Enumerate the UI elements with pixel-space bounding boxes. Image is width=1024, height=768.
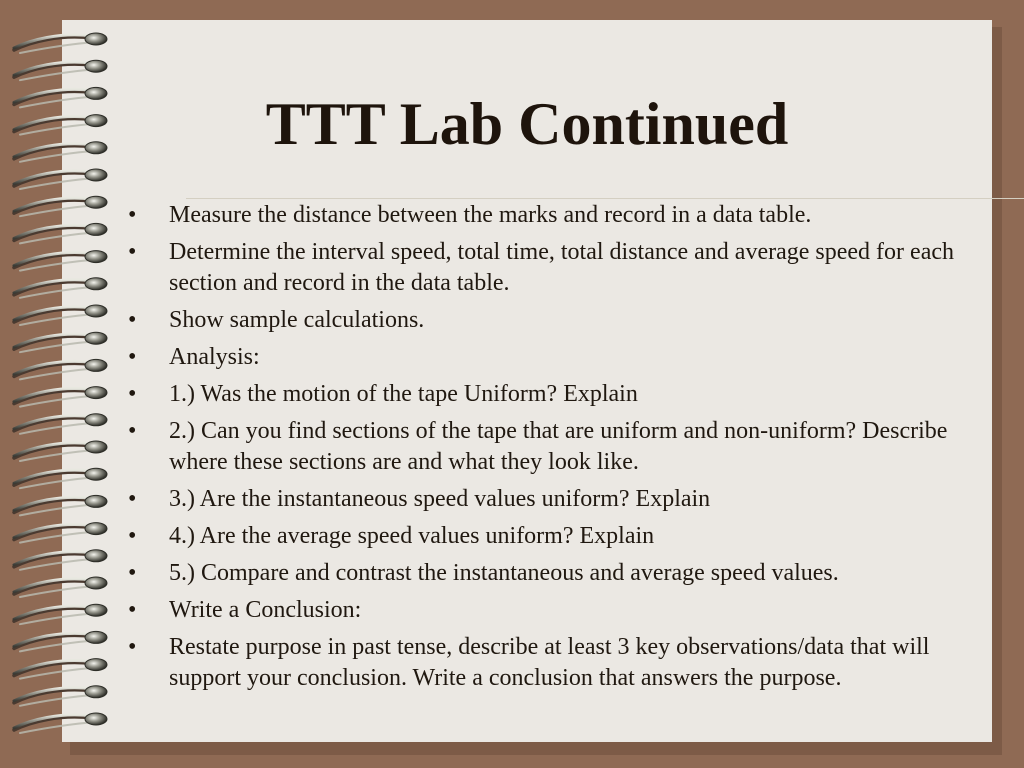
bullet-item — [124, 558, 976, 589]
spiral-coil — [14, 169, 107, 189]
bullet-item — [124, 595, 976, 626]
bullet-text: Measure the distance between the marks and record in a data table. — [169, 202, 812, 228]
bullet-text: 1.) Was the motion of the tape Uniform? Explain — [169, 381, 638, 407]
spiral-coil — [14, 495, 107, 515]
bullet-item — [124, 342, 976, 373]
bullet-text: Show sample calculations. — [169, 307, 425, 333]
bullet-item — [124, 200, 976, 231]
bullet-text: 2.) Can you find sections of the tape that are uniform and non-uniform? Describe where these sections are and what they look like. — [169, 418, 948, 475]
bullet-text: Restate purpose in past tense, describe at least 3 key observations/data that will support your conclusion. Write a conclusion that answers the purpose. — [169, 634, 930, 691]
spiral-coil — [14, 414, 107, 434]
spiral-coil — [14, 359, 107, 379]
spiral-coil — [14, 604, 107, 624]
bullet-text: 4.) Are the average speed values uniform? Explain — [169, 523, 655, 549]
spiral-coil — [14, 142, 107, 162]
spiral-coil — [14, 686, 107, 706]
bullet-text: Determine the interval speed, total time, total distance and average speed for each section and record in the data table. — [169, 239, 954, 296]
title-divider — [186, 198, 1024, 199]
spiral-coil — [14, 278, 107, 298]
bullet-item — [124, 521, 976, 552]
bullet-item — [124, 237, 976, 299]
bullet-item — [124, 632, 976, 694]
bullet-dot-icon: • — [128, 202, 137, 228]
spiral-coil — [14, 305, 107, 325]
spiral-coil — [14, 713, 107, 733]
spiral-coil — [14, 441, 107, 461]
bullet-dot-icon: • — [128, 307, 137, 333]
spiral-coil — [14, 251, 107, 271]
spiral-coil — [14, 577, 107, 597]
spiral-coil — [14, 468, 107, 488]
bullet-text: Write a Conclusion: — [169, 597, 362, 623]
bullet-dot-icon: • — [128, 418, 137, 444]
spiral-coil — [14, 387, 107, 407]
bullet-text: Analysis: — [169, 344, 260, 370]
spiral-coil — [14, 659, 107, 679]
bullet-item — [124, 416, 976, 478]
spiral-coil — [14, 550, 107, 570]
spiral-coil — [14, 196, 107, 216]
spiral-coil — [14, 115, 107, 135]
spiral-coil — [14, 332, 107, 352]
bullet-text: 3.) Are the instantaneous speed values uniform? Explain — [169, 486, 711, 512]
spiral-coil — [14, 631, 107, 651]
spiral-binding-icon — [0, 0, 120, 768]
bullet-item — [124, 484, 976, 515]
bullet-dot-icon: • — [128, 597, 137, 623]
bullet-item — [124, 379, 976, 410]
spiral-coil — [14, 33, 107, 53]
slide-title: TTT Lab Continued — [265, 91, 789, 157]
spiral-coil — [14, 523, 107, 543]
bullet-dot-icon: • — [128, 381, 137, 407]
bullet-dot-icon: • — [128, 344, 137, 370]
bullet-item — [124, 305, 976, 336]
bullet-dot-icon: • — [128, 239, 137, 265]
bullet-list — [124, 200, 976, 700]
spiral-coil — [14, 87, 107, 107]
spiral-coil — [14, 60, 107, 80]
bullet-dot-icon: • — [128, 523, 137, 549]
spiral-coil — [14, 223, 107, 243]
bullet-dot-icon: • — [128, 560, 137, 586]
bullet-dot-icon: • — [128, 634, 137, 660]
bullet-dot-icon: • — [128, 486, 137, 512]
bullet-text: 5.) Compare and contrast the instantaneous and average speed values. — [169, 560, 839, 586]
